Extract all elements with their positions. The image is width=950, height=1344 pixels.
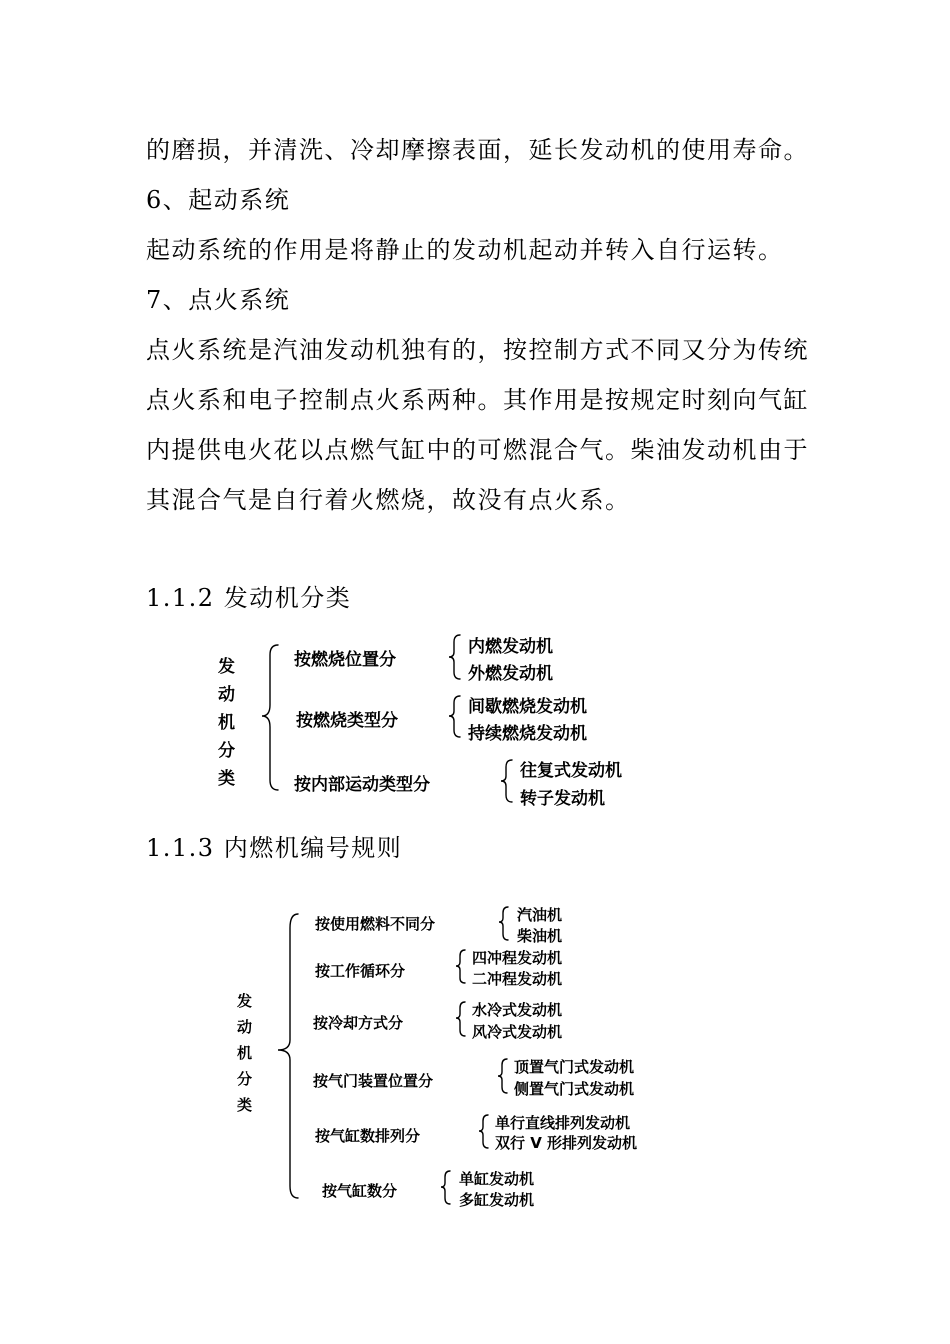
paragraph-line: 其混合气是自行着火燃烧，故没有点火系。 bbox=[146, 486, 631, 514]
category-label: 按燃烧类型分 bbox=[296, 711, 398, 731]
category-item: 侧置气门式发动机 bbox=[514, 1080, 635, 1098]
sub-brace bbox=[449, 635, 460, 679]
category-item: 间歇燃烧发动机 bbox=[468, 697, 587, 717]
root-brace bbox=[278, 914, 298, 1198]
sub-brace bbox=[449, 696, 460, 737]
category-label: 按内部运动类型分 bbox=[294, 775, 430, 795]
category-label: 按工作循环分 bbox=[315, 962, 406, 980]
root-char: 发 bbox=[218, 657, 235, 677]
category-item: 持续燃烧发动机 bbox=[468, 724, 587, 744]
root-char: 类 bbox=[237, 1096, 253, 1114]
category-item: 二冲程发动机 bbox=[472, 970, 563, 988]
root-char: 动 bbox=[218, 685, 235, 705]
category-label: 按燃烧位置分 bbox=[294, 650, 396, 670]
category-label: 按气门装置位置分 bbox=[313, 1072, 434, 1090]
category-item: 柴油机 bbox=[517, 927, 563, 945]
category-item: 外燃发动机 bbox=[468, 664, 553, 684]
category-item: 单缸发动机 bbox=[459, 1170, 535, 1188]
category-item: 转子发动机 bbox=[520, 789, 605, 809]
category-item: 汽油机 bbox=[517, 906, 563, 924]
category-item: 多缸发动机 bbox=[459, 1191, 535, 1209]
category-label: 按冷却方式分 bbox=[313, 1014, 404, 1032]
sub-brace bbox=[501, 760, 512, 802]
paragraph-line: 点火系统是汽油发动机独有的，按控制方式不同又分为传统 bbox=[146, 336, 809, 364]
root-char: 机 bbox=[237, 1044, 253, 1062]
category-label: 按气缸数分 bbox=[322, 1182, 398, 1200]
category-label: 按气缸数排列分 bbox=[315, 1127, 421, 1145]
sub-brace bbox=[479, 1115, 488, 1148]
paragraph-line: 内提供电火花以点燃气缸中的可燃混合气。柴油发动机由于 bbox=[146, 436, 809, 464]
root-char: 机 bbox=[218, 713, 235, 733]
paragraph-line: 的磨损，并清洗、冷却摩擦表面，延长发动机的使用寿命。 bbox=[146, 136, 809, 164]
category-item: 双行 V 形排列发动机 bbox=[495, 1134, 638, 1152]
category-item: 四冲程发动机 bbox=[472, 949, 563, 967]
section-heading-starting-system: 6、起动系统 bbox=[146, 186, 291, 214]
sub-brace bbox=[456, 950, 465, 983]
root-char: 分 bbox=[237, 1070, 253, 1088]
category-label: 按使用燃料不同分 bbox=[315, 915, 436, 933]
category-item: 顶置气门式发动机 bbox=[514, 1058, 635, 1076]
paragraph-line: 起动系统的作用是将静止的发动机起动并转入自行运转。 bbox=[146, 236, 784, 264]
category-item: 风冷式发动机 bbox=[472, 1023, 563, 1041]
category-item: 单行直线排列发动机 bbox=[495, 1114, 631, 1132]
section-heading-engine-classification: 1.1.2 发动机分类 bbox=[146, 584, 352, 612]
sub-brace bbox=[441, 1171, 450, 1204]
root-char: 发 bbox=[237, 992, 253, 1010]
section-heading-engine-numbering-rules: 1.1.3 内燃机编号规则 bbox=[146, 834, 403, 862]
section-heading-ignition-system: 7、点火系统 bbox=[146, 286, 291, 314]
root-brace bbox=[262, 645, 278, 790]
root-char: 动 bbox=[237, 1018, 253, 1036]
paragraph-line: 点火系和电子控制点火系两种。其作用是按规定时刻向气缸 bbox=[146, 386, 809, 414]
root-char: 分 bbox=[218, 741, 235, 761]
root-char: 类 bbox=[218, 769, 235, 789]
category-item: 内燃发动机 bbox=[468, 637, 553, 657]
category-item: 往复式发动机 bbox=[520, 761, 622, 781]
sub-brace bbox=[499, 907, 508, 940]
sub-brace bbox=[456, 1002, 465, 1036]
sub-brace bbox=[498, 1059, 507, 1093]
category-item: 水冷式发动机 bbox=[472, 1001, 563, 1019]
